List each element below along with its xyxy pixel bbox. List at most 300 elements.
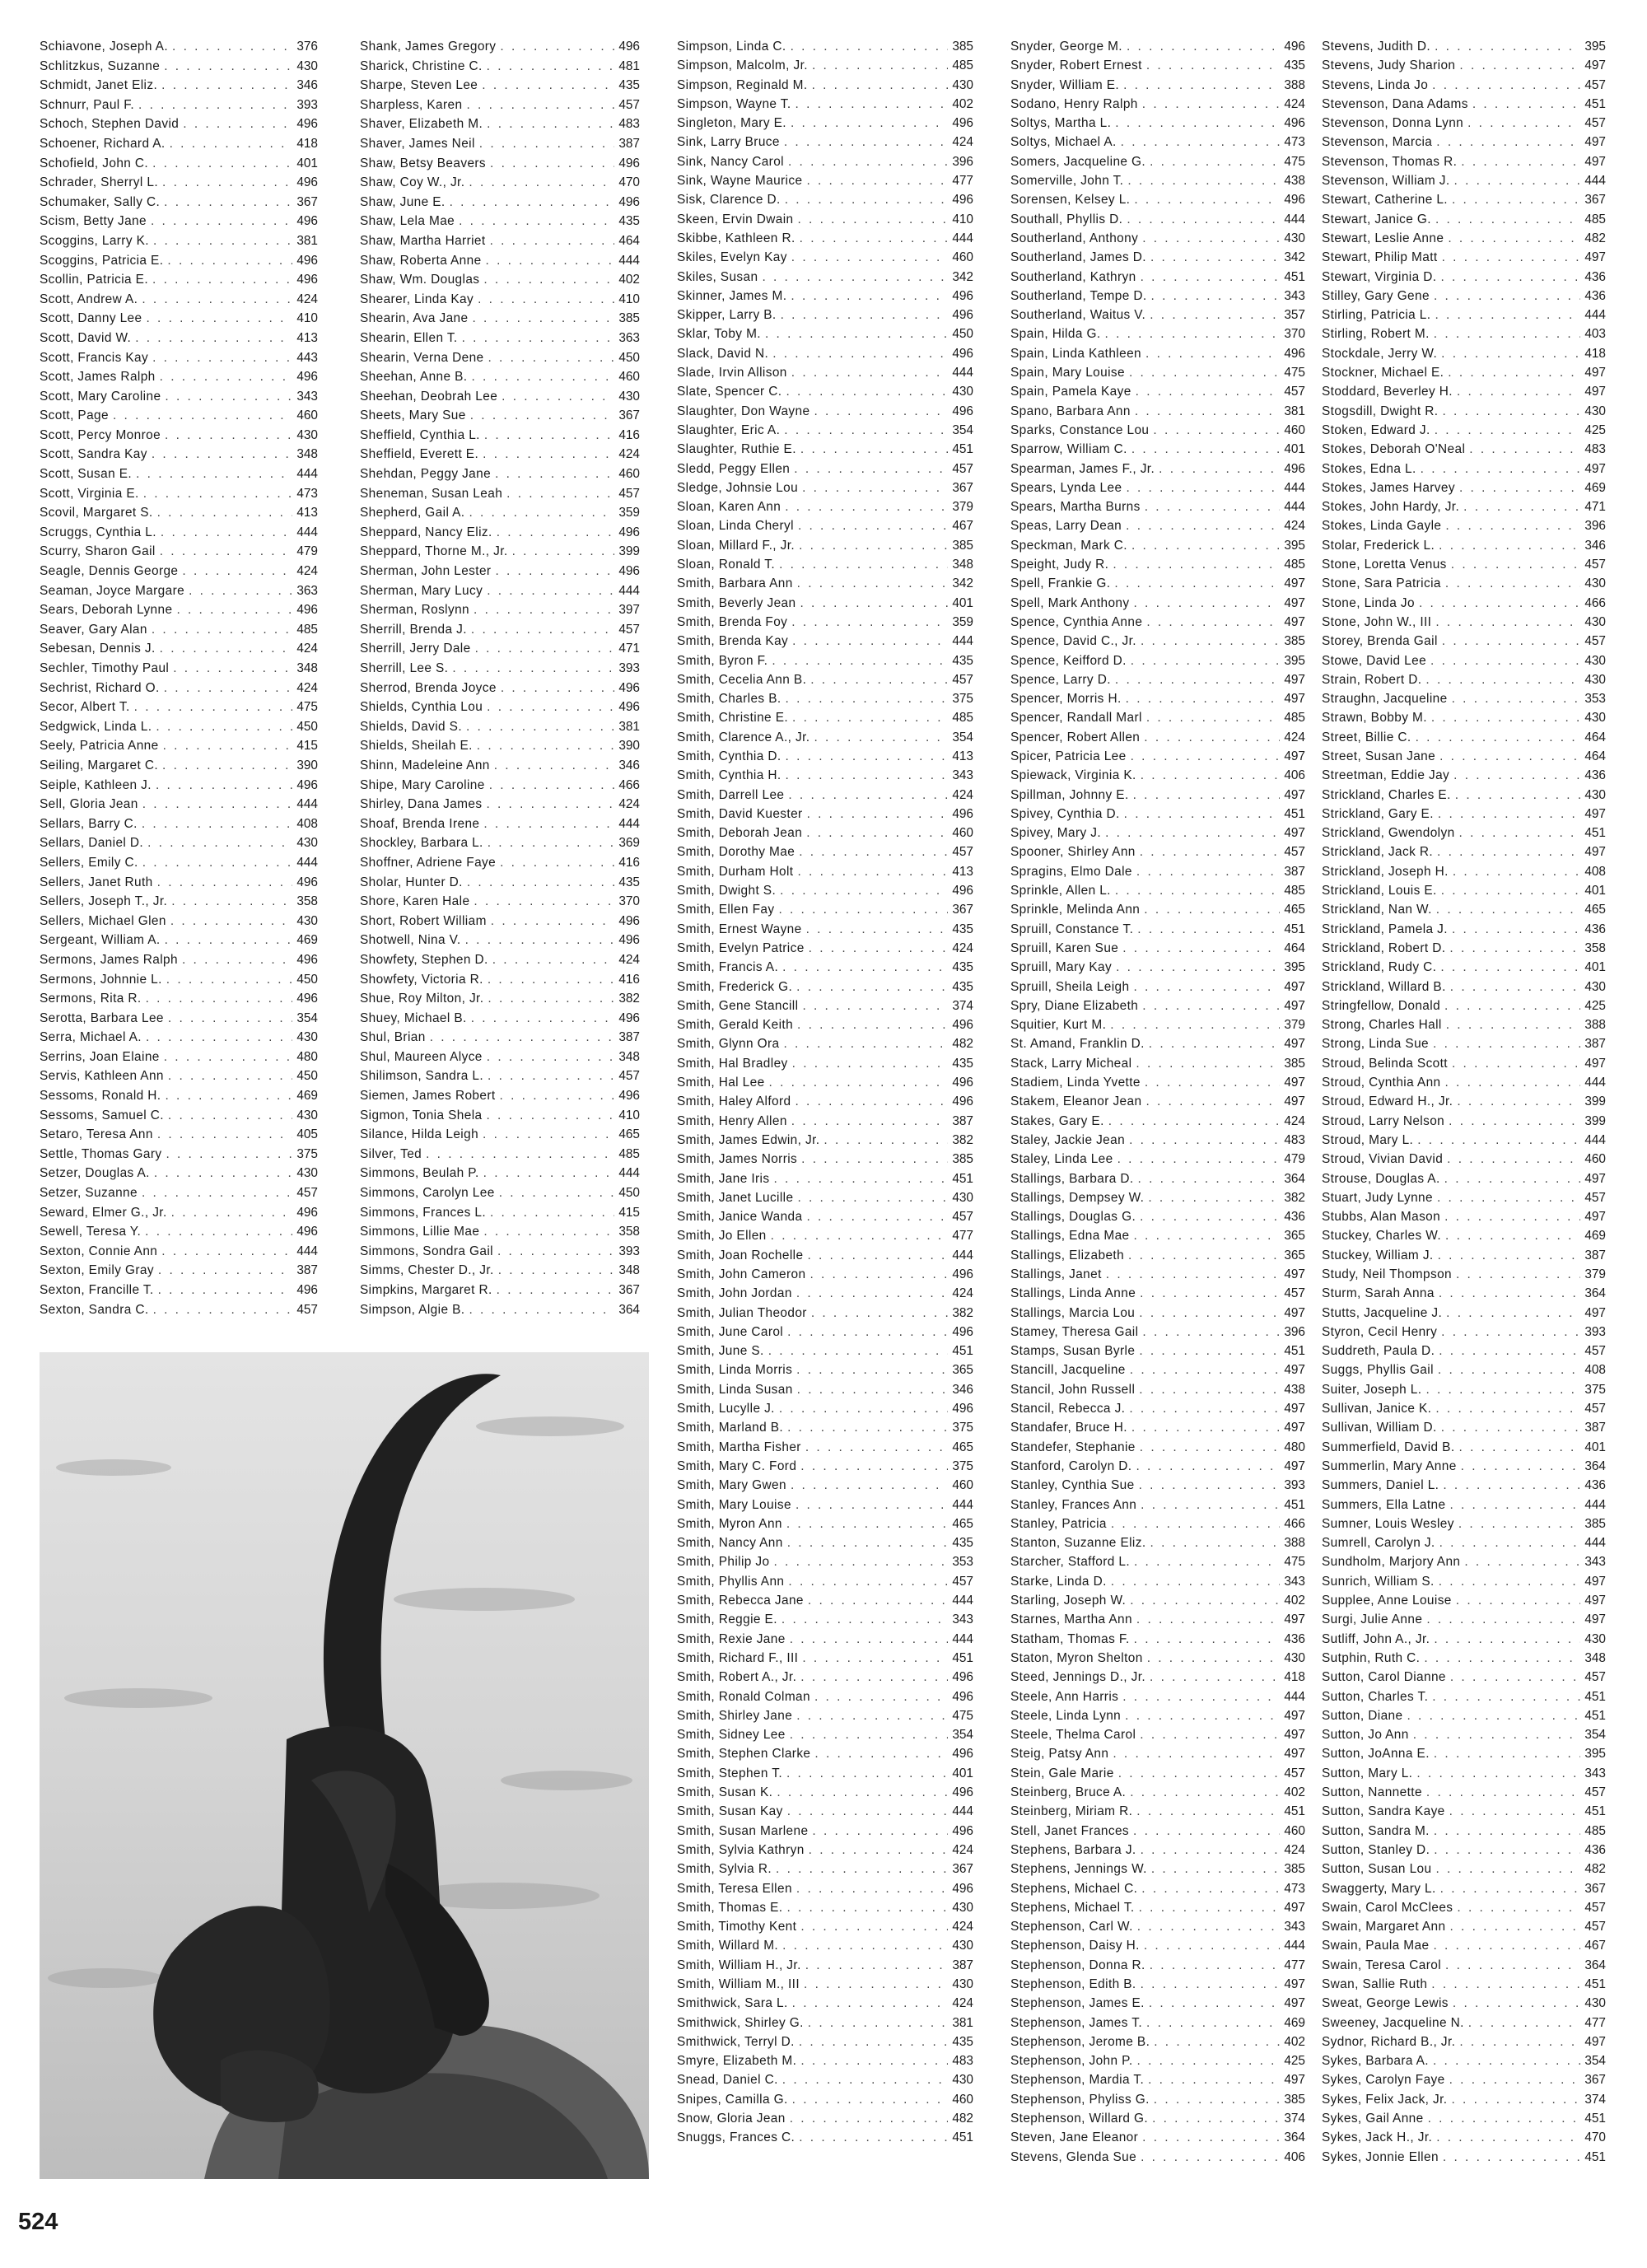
entry-name: Shepherd, Gail A. [360, 506, 465, 520]
index-entry [40, 311, 318, 331]
entry-name: Schumaker, Sally C. [40, 194, 161, 209]
entry-page: 475 [296, 700, 318, 715]
index-entry [1010, 865, 1305, 884]
entry-name: Stewart, Janice G. [1322, 212, 1431, 226]
leader-dots [1128, 1248, 1280, 1263]
entry-page: 457 [1584, 1900, 1606, 1915]
entry-page: 444 [296, 855, 318, 870]
index-entry [1322, 1882, 1606, 1901]
index-entry [40, 1166, 318, 1186]
entry-page: 496 [296, 1225, 318, 1239]
leader-dots [157, 875, 293, 890]
leader-dots [1144, 730, 1280, 745]
index-entry [1010, 308, 1305, 327]
leader-dots [1145, 1094, 1280, 1109]
entry-page: 413 [952, 864, 973, 879]
entry-page: 497 [1584, 154, 1606, 169]
leader-dots [474, 603, 614, 618]
entry-page: 430 [1584, 672, 1606, 687]
entry-name: Snyder, George M. [1010, 40, 1122, 54]
index-entry [1322, 327, 1606, 346]
entry-name: Stuckey, Charles W. [1322, 1229, 1442, 1244]
entry-name: Spearman, James F., Jr. [1010, 461, 1155, 476]
entry-page: 424 [618, 952, 640, 967]
index-entry [1322, 1037, 1606, 1056]
index-entry [677, 865, 973, 884]
entry-page: 430 [1584, 653, 1606, 668]
index-entry [1010, 1594, 1305, 1612]
leader-dots [489, 778, 615, 793]
entry-page: 393 [618, 661, 640, 675]
entry-page: 388 [1284, 77, 1305, 92]
entry-page: 430 [296, 58, 318, 73]
entry-page: 399 [1584, 1094, 1606, 1109]
entry-page: 451 [1584, 1708, 1606, 1723]
entry-page: 430 [1284, 231, 1305, 245]
index-entry [40, 351, 318, 371]
entry-name: Sunrich, William S. [1322, 1574, 1435, 1589]
entry-name: Sweeney, Jacqueline N. [1322, 2015, 1464, 2030]
leader-dots [1126, 481, 1280, 496]
entry-page: 401 [952, 1766, 973, 1780]
leader-dots [497, 525, 615, 540]
entry-name: Scott, David W. [40, 330, 132, 345]
entry-page: 460 [1284, 1823, 1305, 1838]
leader-dots [1449, 1498, 1580, 1513]
leader-dots [1136, 1057, 1280, 1071]
entry-page: 424 [952, 135, 973, 150]
leader-dots [488, 992, 614, 1006]
entry-name: Sewell, Teresa Y. [40, 1225, 142, 1239]
entry-name: Sparks, Constance Lou [1010, 422, 1150, 437]
index-entry [1010, 135, 1305, 154]
index-entry [40, 408, 318, 428]
leader-dots [799, 2035, 948, 2050]
entry-name: Schofield, John C. [40, 156, 149, 170]
leader-dots [1139, 1306, 1280, 1321]
entry-name: Shank, James Gregory [360, 40, 497, 54]
index-entry [1010, 231, 1305, 250]
index-entry [1322, 1958, 1606, 1977]
leader-dots [1131, 442, 1280, 457]
entry-name: Shilimson, Sandra L. [360, 1069, 484, 1084]
index-entry [360, 1050, 640, 1070]
index-entry [360, 1206, 640, 1225]
entry-page: 401 [1584, 960, 1606, 975]
leader-dots [1425, 1383, 1580, 1398]
entry-name: Spain, Linda Kathleen [1010, 346, 1142, 361]
entry-name: Stirling, Patricia L. [1322, 308, 1431, 323]
entry-name: Stone, Linda Jo [1322, 595, 1415, 610]
entry-page: 444 [296, 467, 318, 482]
entry-page: 359 [952, 614, 973, 629]
entry-name: Sexton, Emily Gray [40, 1263, 154, 1278]
entry-name: Sink, Nancy Carol [677, 154, 784, 169]
leader-dots [495, 564, 614, 579]
leader-dots [797, 1383, 949, 1398]
entry-name: Scoggins, Patricia E. [40, 253, 164, 268]
index-entry [1010, 654, 1305, 673]
entry-name: Spencer, Robert Allen [1010, 730, 1141, 744]
index-entry [40, 254, 318, 273]
index-entry [40, 525, 318, 545]
dog-in-snow-image [40, 1352, 649, 2179]
entry-page: 457 [1584, 1920, 1606, 1934]
leader-dots [1442, 404, 1580, 419]
leader-dots [1115, 673, 1280, 688]
entry-page: 497 [1284, 1094, 1305, 1109]
entry-page: 497 [1284, 1612, 1305, 1627]
entry-page: 496 [296, 603, 318, 618]
entry-name: Strickland, Charles E. [1322, 787, 1451, 802]
entry-page: 382 [952, 1132, 973, 1147]
entry-page: 444 [1284, 480, 1305, 495]
entry-page: 497 [1284, 749, 1305, 763]
entry-name: Swain, Teresa Carol [1322, 1958, 1442, 1972]
entry-name: Spain, Pamela Kaye [1010, 385, 1131, 399]
entry-name: Spence, David C., Jr. [1010, 634, 1136, 649]
leader-dots [1447, 1152, 1580, 1167]
index-entry [40, 273, 318, 292]
index-entry [1322, 174, 1606, 193]
index-entry [677, 1440, 973, 1459]
leader-dots [1150, 250, 1280, 265]
entry-page: 496 [618, 680, 640, 695]
entry-name: Steinberg, Miriam R. [1010, 1804, 1133, 1819]
entry-page: 496 [296, 370, 318, 385]
entry-page: 465 [1284, 903, 1305, 917]
leader-dots [1139, 1383, 1280, 1398]
entry-name: Stevens, Judy Sharion [1322, 58, 1456, 73]
leader-dots [796, 1498, 948, 1513]
entry-page: 457 [296, 1302, 318, 1317]
leader-dots [134, 700, 293, 715]
index-entry [1010, 1037, 1305, 1056]
entry-name: Summers, Ella Latne [1322, 1497, 1446, 1512]
leader-dots [1105, 826, 1280, 841]
entry-name: Secor, Albert T. [40, 700, 130, 715]
index-entry [1010, 2093, 1305, 2112]
index-entry [1322, 845, 1606, 864]
index-column-1 [40, 40, 318, 1322]
leader-dots [1129, 366, 1280, 380]
entry-page: 353 [952, 1555, 973, 1570]
index-entry [40, 1030, 318, 1050]
leader-dots [1445, 1076, 1581, 1090]
entry-page: 430 [1284, 1650, 1305, 1665]
entry-name: Shields, Sheilah E. [360, 739, 473, 754]
index-entry [1322, 2093, 1606, 2112]
index-entry [1010, 1076, 1305, 1094]
index-entry [1322, 1862, 1606, 1881]
leader-dots [1136, 1804, 1280, 1819]
index-entry [1010, 1996, 1305, 2015]
leader-dots [1141, 768, 1281, 783]
entry-page: 388 [1284, 1536, 1305, 1551]
leader-dots [814, 1747, 948, 1762]
entry-page: 497 [1284, 692, 1305, 707]
leader-dots [1439, 539, 1580, 553]
entry-name: Smith, Haley Alford [677, 1094, 791, 1109]
leader-dots [466, 98, 614, 113]
entry-page: 393 [296, 97, 318, 112]
entry-page: 465 [952, 1440, 973, 1454]
leader-dots [1125, 1709, 1280, 1724]
entry-name: Smith, Cecelia Ann B. [677, 672, 807, 687]
entry-page: 444 [1584, 174, 1606, 189]
index-entry [1010, 250, 1305, 269]
entry-name: Stephens, Michael T. [1010, 1900, 1135, 1915]
leader-dots [1417, 1133, 1580, 1148]
entry-page: 424 [296, 564, 318, 579]
index-entry [677, 174, 973, 193]
index-entry [40, 292, 318, 312]
index-entry [1322, 865, 1606, 884]
leader-dots [1431, 711, 1580, 726]
entry-page: 496 [952, 1823, 973, 1838]
index-entry [1322, 1555, 1606, 1574]
entry-page: 424 [952, 1286, 973, 1301]
index-entry [1322, 1440, 1606, 1459]
leader-dots [164, 1050, 293, 1065]
leader-dots [783, 1037, 948, 1052]
entry-page: 460 [618, 370, 640, 385]
entry-page: 496 [1284, 461, 1305, 476]
entry-name: Stowe, David Lee [1322, 653, 1427, 668]
entry-page: 497 [1584, 1305, 1606, 1320]
entry-page: 430 [296, 1108, 318, 1122]
index-entry [1322, 615, 1606, 634]
leader-dots [488, 351, 615, 366]
leader-dots [1433, 1939, 1580, 1953]
entry-page: 385 [1284, 1862, 1305, 1877]
index-entry [677, 1690, 973, 1709]
entry-page: 436 [1584, 922, 1606, 936]
entry-name: Sermons, Rita R. [40, 992, 142, 1006]
index-entry [677, 788, 973, 807]
index-entry [1010, 1440, 1305, 1459]
index-entry [360, 544, 640, 564]
entry-page: 496 [296, 117, 318, 132]
index-entry [1322, 1267, 1606, 1286]
entry-name: Schiavone, Joseph A. [40, 40, 169, 54]
index-entry [1010, 1536, 1305, 1555]
entry-page: 496 [952, 1402, 973, 1416]
entry-name: Snead, Daniel C. [677, 2073, 778, 2088]
entry-name: Smith, Gene Stancill [677, 998, 799, 1013]
index-entry [677, 250, 973, 269]
entry-page: 393 [1284, 1478, 1305, 1493]
index-entry [360, 331, 640, 351]
leader-dots [147, 836, 292, 851]
entry-name: Smith, Linda Morris [677, 1363, 793, 1378]
entry-name: Showfety, Stephen D. [360, 952, 488, 967]
index-entry [360, 1089, 640, 1108]
entry-page: 496 [618, 40, 640, 54]
entry-page: 395 [1584, 40, 1606, 54]
entry-page: 496 [952, 1785, 973, 1800]
entry-name: Smith, June S. [677, 1344, 764, 1359]
entry-page: 457 [1284, 1766, 1305, 1780]
entry-page: 370 [1284, 327, 1305, 342]
index-entry [1010, 1286, 1305, 1305]
index-entry [1322, 749, 1606, 768]
entry-name: Scott, Francis Kay [40, 350, 149, 365]
leader-dots [786, 749, 949, 764]
leader-dots [1421, 462, 1581, 477]
leader-dots [1113, 1747, 1280, 1762]
leader-dots [487, 1108, 615, 1123]
index-entry [40, 817, 318, 837]
entry-page: 406 [1284, 768, 1305, 783]
index-entry [677, 1210, 973, 1229]
index-entry [40, 584, 318, 604]
entry-name: Shields, Cynthia Lou [360, 700, 483, 715]
index-entry [677, 884, 973, 903]
index-entry [677, 308, 973, 327]
leader-dots [152, 447, 292, 462]
entry-name: Stephenson, Willard G. [1010, 2112, 1149, 2126]
entry-name: Sherrill, Lee S. [360, 661, 449, 675]
leader-dots [1452, 1057, 1580, 1071]
index-entry [40, 720, 318, 740]
entry-name: Sloan, Ronald T. [677, 558, 776, 572]
index-entry [360, 214, 640, 234]
entry-name: Sutton, Charles T. [1322, 1689, 1429, 1704]
index-entry [360, 1303, 640, 1323]
entry-name: Smith, Phyllis Ann [677, 1574, 785, 1589]
index-entry [1322, 654, 1606, 673]
entry-name: Steele, Thelma Carol [1010, 1728, 1136, 1743]
index-entry [1322, 1094, 1606, 1113]
leader-dots [1154, 2093, 1281, 2107]
entry-name: Swaggerty, Mary L. [1322, 1881, 1436, 1896]
index-entry [360, 351, 640, 371]
entry-name: Shaver, Elizabeth M. [360, 117, 483, 132]
entry-name: Sutton, Sandra M. [1322, 1823, 1430, 1838]
entry-name: Smith, Brenda Kay [677, 634, 789, 649]
entry-page: 444 [1284, 1939, 1305, 1953]
index-entry [1322, 884, 1606, 903]
leader-dots [1457, 1901, 1580, 1916]
index-entry [1322, 807, 1606, 826]
entry-page: 367 [1584, 193, 1606, 208]
entry-name: Simpkins, Margaret R. [360, 1283, 492, 1297]
entry-page: 367 [618, 408, 640, 423]
leader-dots [164, 195, 292, 210]
entry-page: 381 [1284, 404, 1305, 418]
entry-name: Sharick, Christine C. [360, 58, 483, 73]
entry-name: Southerland, Waitus V. [1010, 308, 1146, 323]
index-entry [1010, 1248, 1305, 1267]
entry-name: Stuart, Judy Lynne [1322, 1190, 1433, 1205]
leader-dots [782, 960, 948, 975]
entry-page: 367 [296, 194, 318, 209]
index-entry [677, 2016, 973, 2035]
entry-name: Sykes, Barbara A. [1322, 2054, 1429, 2069]
entry-page: 450 [296, 1069, 318, 1084]
entry-name: Scott, Mary Caroline [40, 389, 161, 404]
entry-page: 396 [952, 154, 973, 169]
index-entry [1010, 1191, 1305, 1210]
entry-name: Scott, Page [40, 408, 109, 423]
entry-page: 485 [952, 711, 973, 726]
leader-dots [812, 78, 949, 93]
index-entry [677, 58, 973, 77]
entry-name: Stein, Gale Marie [1010, 1766, 1114, 1780]
entry-name: Scott, Virginia E. [40, 486, 139, 501]
index-entry [40, 856, 318, 875]
index-entry [677, 1267, 973, 1286]
entry-page: 457 [1584, 116, 1606, 131]
leader-dots [808, 1594, 948, 1608]
leader-dots [796, 1709, 948, 1724]
entry-name: Scovil, Margaret S. [40, 506, 153, 520]
leader-dots [488, 973, 614, 987]
entry-page: 451 [1584, 1976, 1606, 1991]
entry-page: 413 [296, 506, 318, 520]
entry-page: 460 [1584, 1152, 1606, 1167]
index-entry [360, 1147, 640, 1167]
entry-name: Simpson, Reginald M. [677, 77, 808, 92]
entry-name: Stroud, Cynthia Ann [1322, 1076, 1441, 1090]
leader-dots [805, 1958, 949, 1973]
entry-page: 408 [1584, 864, 1606, 879]
leader-dots [157, 506, 293, 520]
entry-page: 430 [618, 389, 640, 404]
entry-page: 430 [952, 1900, 973, 1915]
leader-dots [1105, 327, 1281, 342]
index-entry [1322, 2054, 1606, 2073]
entry-name: Southerland, Tempe D. [1010, 288, 1147, 303]
index-entry [40, 156, 318, 176]
leader-dots [1438, 1363, 1580, 1378]
index-entry [360, 273, 640, 292]
leader-dots [802, 999, 948, 1014]
entry-name: Sledd, Peggy Ellen [677, 461, 791, 476]
entry-name: Sklar, Toby M. [677, 327, 761, 342]
index-entry [677, 1076, 973, 1094]
entry-name: Styron, Cecil Henry [1322, 1324, 1438, 1339]
entry-page: 367 [1584, 1881, 1606, 1896]
entry-page: 482 [1584, 1862, 1606, 1877]
leader-dots [160, 370, 293, 385]
index-entry [40, 1263, 318, 1283]
index-entry [40, 564, 318, 584]
leader-dots [497, 1283, 615, 1298]
index-entry [360, 487, 640, 506]
index-entry [1010, 884, 1305, 903]
entry-name: Shaw, Martha Harriet [360, 233, 486, 248]
index-entry [1010, 174, 1305, 193]
leader-dots [787, 1325, 948, 1340]
entry-name: Stewart, Leslie Anne [1322, 231, 1444, 245]
entry-name: Spears, Martha Burns [1010, 500, 1141, 515]
index-entry [40, 175, 318, 195]
leader-dots [1142, 231, 1280, 246]
entry-page: 435 [618, 214, 640, 229]
entry-name: Somers, Jacqueline G. [1010, 154, 1146, 169]
leader-dots [1140, 845, 1281, 860]
index-entry [677, 1248, 973, 1267]
entry-page: 496 [296, 214, 318, 229]
leader-dots [790, 1632, 949, 1647]
entry-name: Serotta, Barbara Lee [40, 1010, 164, 1025]
index-entry [1322, 2112, 1606, 2130]
leader-dots [782, 2073, 949, 2088]
entry-page: 451 [1284, 1497, 1305, 1512]
entry-name: Sutton, Susan Lou [1322, 1862, 1432, 1877]
